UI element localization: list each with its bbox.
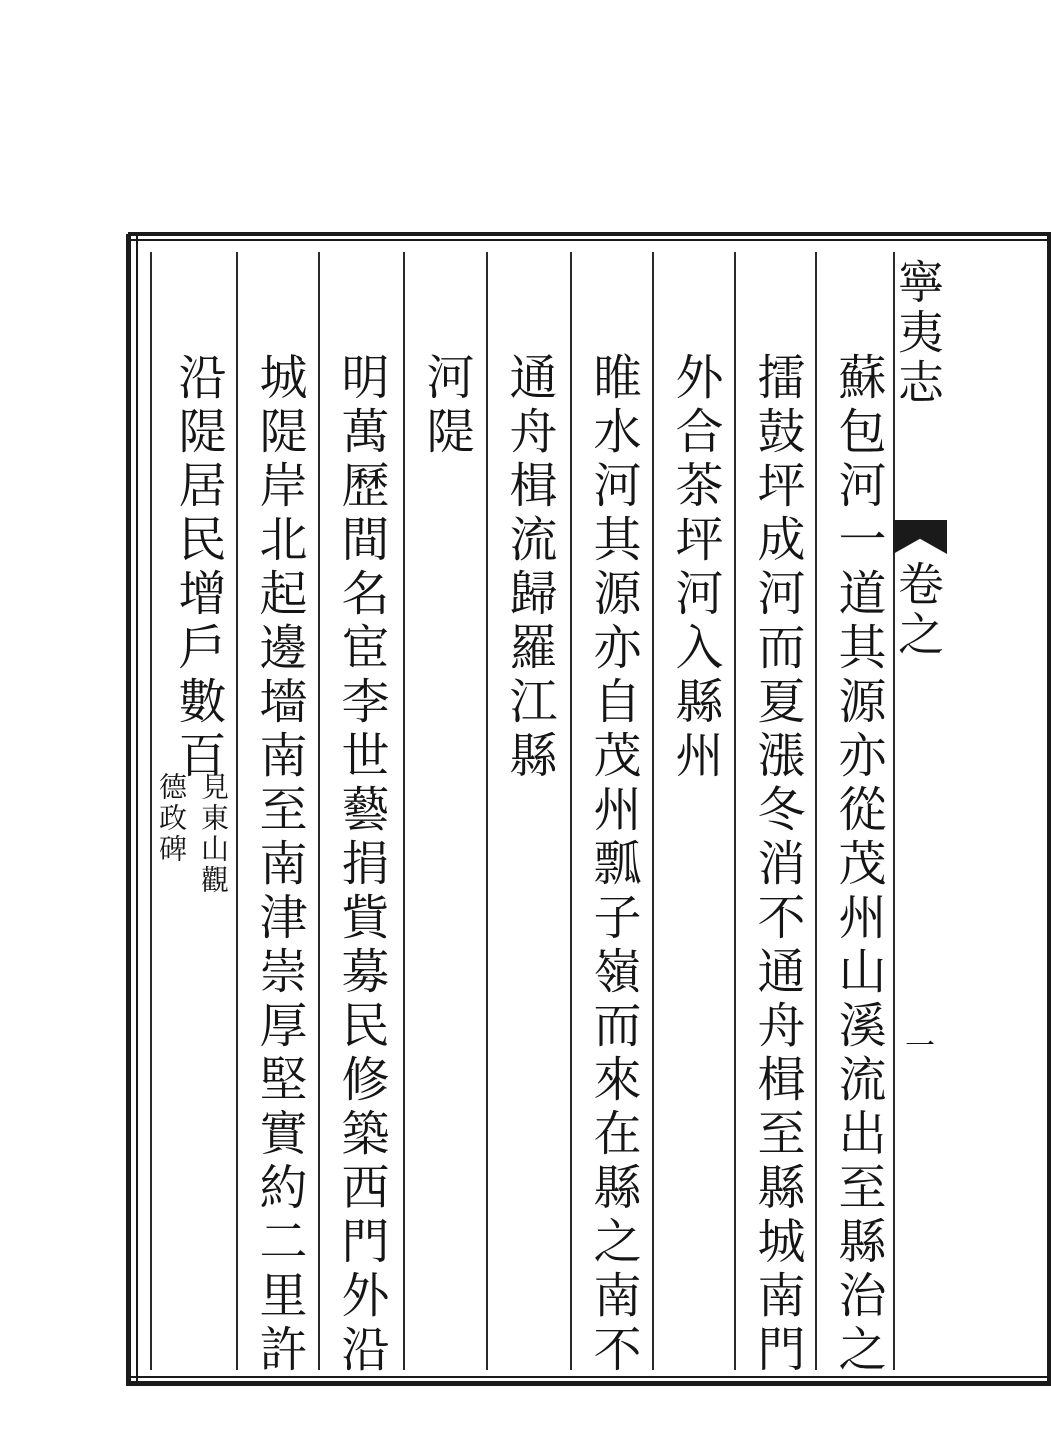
text-column: 沿隄居民增戶數百 [170, 352, 226, 784]
interlinear-note: 見東山觀 [197, 772, 230, 896]
leaf-number: 一 [905, 1029, 935, 1064]
center-strip [893, 250, 943, 1370]
text-column: 通舟楫流歸羅江縣 [501, 352, 557, 784]
frame-top-rule [128, 232, 1051, 241]
column-rule [150, 252, 152, 1370]
interlinear-note: 德政碑 [155, 772, 188, 865]
text-column: 外合茶坪河入縣州 [667, 352, 723, 784]
column-rule [403, 252, 405, 1370]
book-title: 寧夷志 [891, 258, 945, 408]
text-column: 明萬歷間名宦李世藝捐貲募民修築西門外沿 [333, 352, 389, 1378]
column-rule [734, 252, 736, 1370]
column-rule [652, 252, 654, 1370]
frame-left-rule [126, 234, 138, 1384]
column-rule [318, 252, 320, 1370]
section-heading: 河隄 [418, 352, 474, 460]
text-column: 城隄岸北起邊墻南至南津崇厚堅實約二里許 [251, 352, 307, 1378]
column-rule [486, 252, 488, 1370]
juan-label: 卷之 [891, 560, 945, 660]
column-rule [236, 252, 238, 1370]
column-rule [815, 252, 817, 1370]
frame-right-rule [1047, 234, 1051, 1384]
column-rule [570, 252, 572, 1370]
text-column: 蘇包河一道其源亦從茂州山溪流出至縣治之 [830, 352, 886, 1378]
text-column: 擂鼓坪成河而夏漲冬消不通舟楫至縣城南門 [749, 352, 805, 1378]
text-column: 睢水河其源亦自茂州瓢子嶺而來在縣之南不 [585, 352, 641, 1378]
